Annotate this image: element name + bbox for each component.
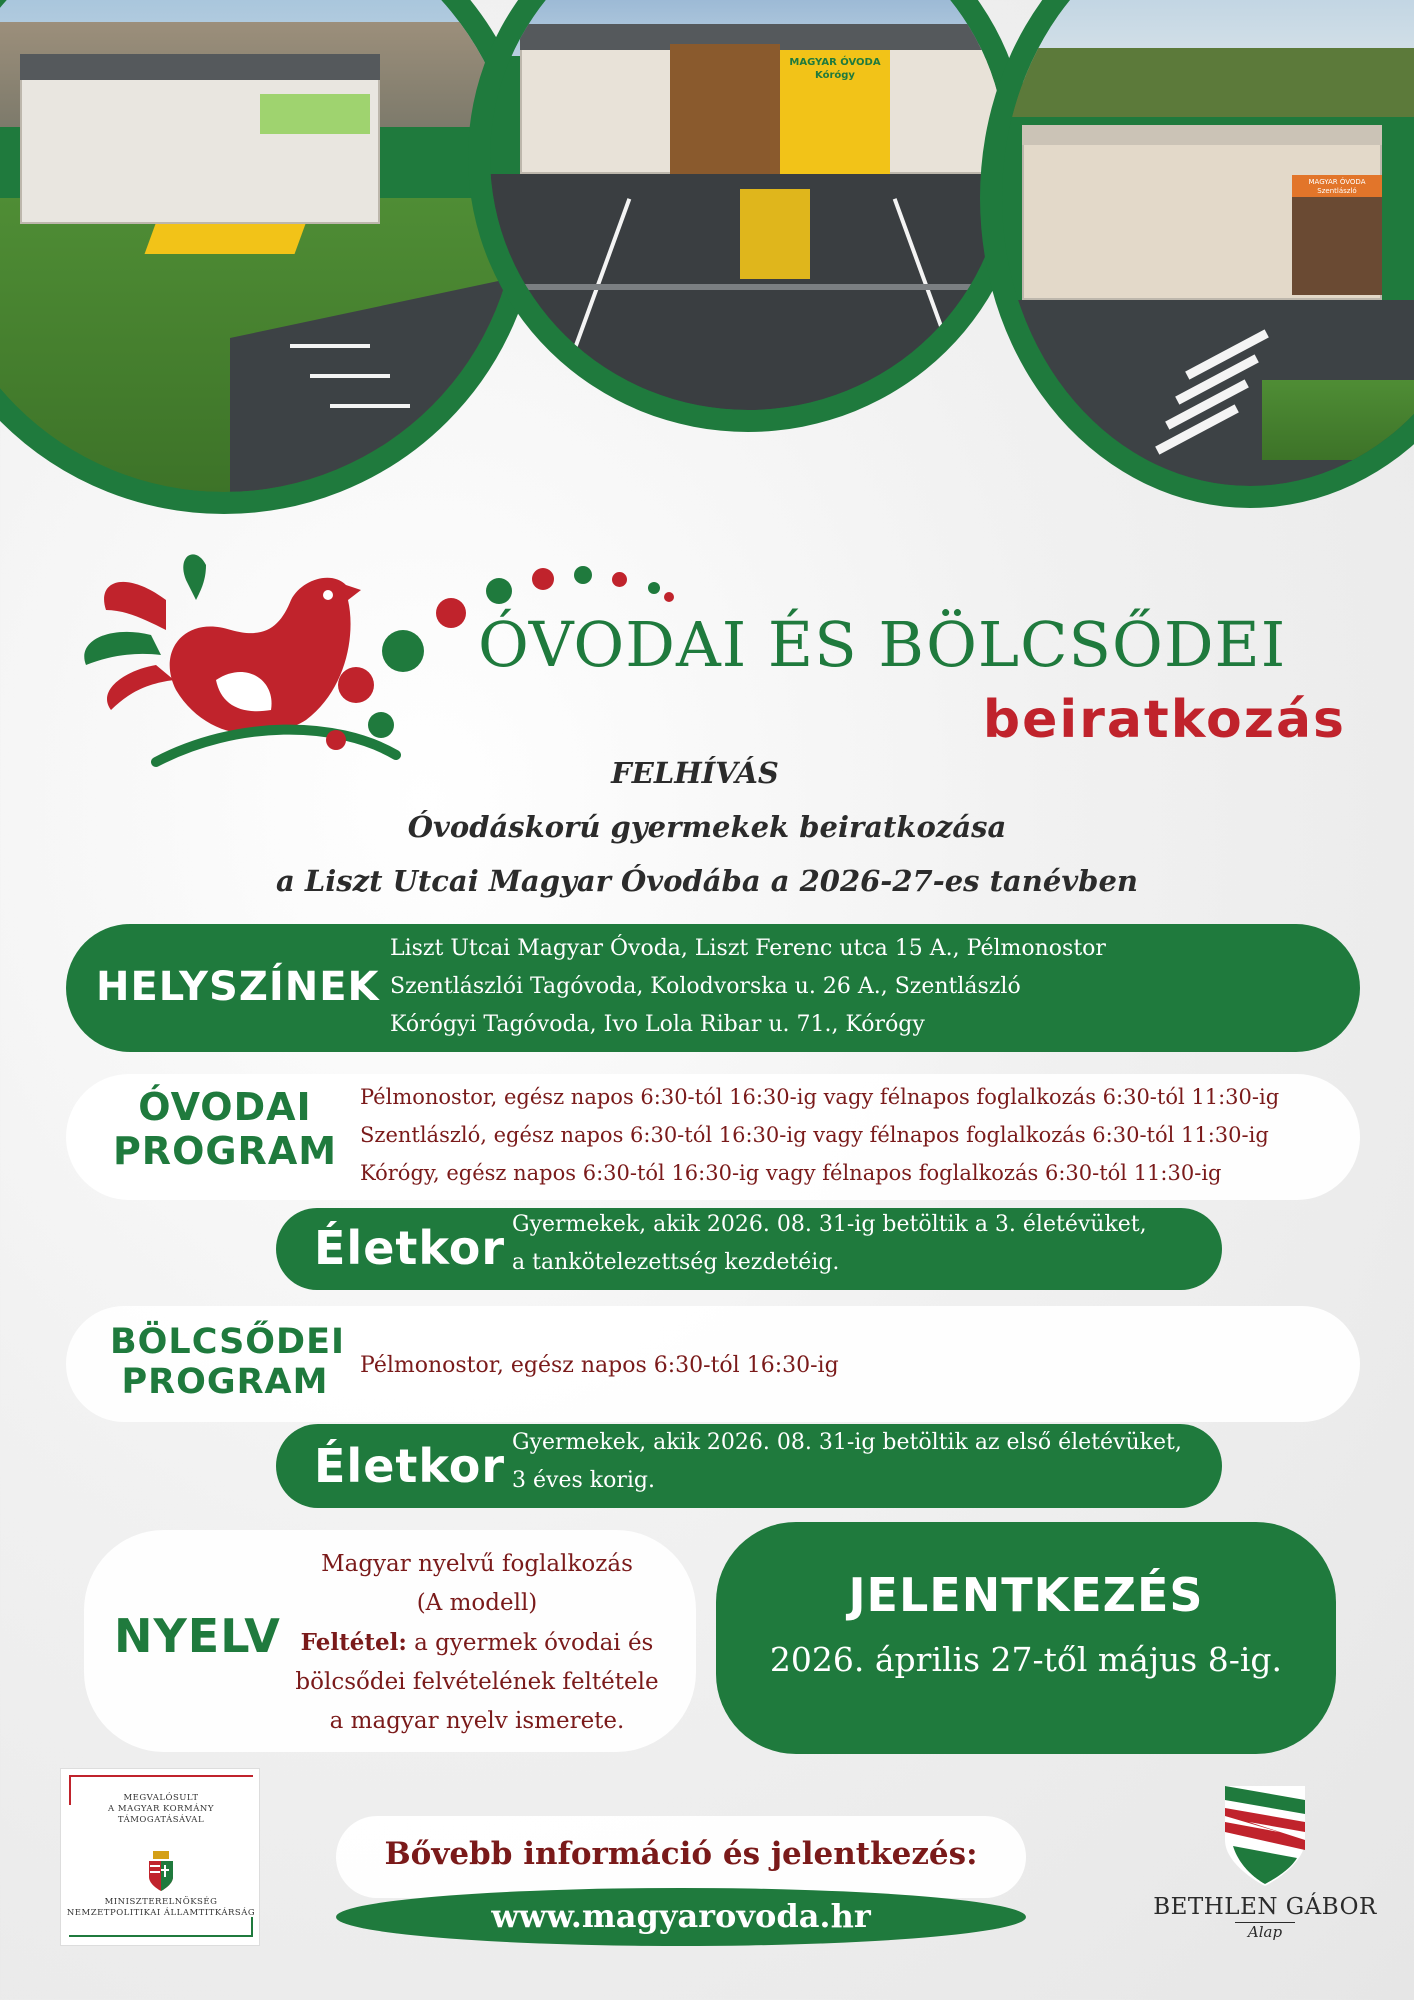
decor-dot: [436, 598, 466, 628]
age-line: a tankötelezettség kezdetéig.: [512, 1250, 840, 1275]
entrance-sign-line1: MAGYAR ÓVODA: [789, 57, 881, 68]
language-label: NYELV: [114, 1609, 281, 1663]
bethlen-gabor-logo: [1150, 1780, 1380, 1941]
bethlen-name: BETHLEN GÁBOR: [1153, 1894, 1377, 1920]
language-text: [262, 1545, 692, 1741]
location-item: Szentlászlói Tagóvoda, Kolodvorska u. 26 A., Szentlászló: [390, 974, 1021, 999]
kindergarten-building-aerial-photo: [0, 0, 540, 514]
entrance-sign-line2: Kórógy: [815, 70, 855, 81]
locations-label: HELYSZÍNEK: [96, 964, 380, 1010]
decor-dot: [382, 630, 424, 672]
government-support-logo: [60, 1768, 260, 1946]
age-label: Életkor: [314, 1439, 506, 1493]
call-line-2: a Liszt Utcai Magyar Óvodába a 2026-27-es tanévben: [276, 864, 1138, 898]
sponsor-text-line: A MAGYAR KORMÁNY: [108, 1804, 214, 1814]
call-heading: FELHÍVÁS: [611, 756, 779, 790]
sponsor-text-line: MINISZTERELNÖKSÉG: [104, 1897, 218, 1907]
decor-dot: [648, 582, 660, 594]
program-item: Pélmonostor, egész napos 6:30-tól 16:30-ig vagy félnapos foglalkozás 6:30-tól 11:30-ig: [360, 1085, 1280, 1109]
application-date: 2026. április 27-től május 8-ig.: [769, 1640, 1283, 1679]
sponsor-text-line: NEMZETPOLITIKAI ÁLLAMTITKÁRSÁG: [66, 1908, 256, 1918]
program-item: Szentlászló, egész napos 6:30-tól 16:30-ig vagy félnapos foglalkozás 6:30-tól 11:30-ig: [360, 1123, 1269, 1147]
nursery-program-label-line1: BÖLCSŐDEI: [110, 1322, 346, 1362]
kindergarten-program-label: [110, 1086, 340, 1173]
age-line: Gyermekek, akik 2026. 08. 31-ig betöltik az első életévüket,: [512, 1430, 1182, 1455]
nursery-program-label-line2: PROGRAM: [121, 1362, 329, 1403]
language-line: (A modell): [416, 1590, 538, 1616]
condition-text: a gyermek óvodai és: [406, 1630, 654, 1656]
language-line: a magyar nyelv ismerete.: [329, 1708, 625, 1734]
sponsor-text-line: MEGVALÓSULT: [123, 1793, 199, 1803]
age-line: Gyermekek, akik 2026. 08. 31-ig betöltik a 3. életévüket,: [512, 1212, 1147, 1237]
location-item: Liszt Utcai Magyar Óvoda, Liszt Ferenc utca 15 A., Pélmonostor: [390, 936, 1106, 961]
nursery-program-text: Pélmonostor, egész napos 6:30-tól 16:30-ig: [360, 1353, 839, 1378]
language-line: Magyar nyelvű foglalkozás: [321, 1551, 633, 1577]
kindergarten-program-label-line2: PROGRAM: [112, 1128, 338, 1173]
application-title: JELENTKEZÉS: [848, 1568, 1204, 1622]
decor-dot: [664, 592, 674, 602]
subtitle: beiratkozás: [982, 690, 1346, 750]
side-sign-line2: Szentlászló: [1317, 187, 1357, 195]
kindergarten-program-label-line1: ÓVODAI: [138, 1085, 312, 1129]
application-box: [716, 1522, 1336, 1754]
program-item: Kórógy, egész napos 6:30-tól 16:30-ig vagy félnapos foglalkozás 6:30-tól 11:30-ig: [360, 1161, 1222, 1185]
sponsor-text-line: TÁMOGATÁSÁVAL: [117, 1815, 205, 1825]
language-condition: [262, 1623, 692, 1663]
side-sign-line1: MAGYAR ÓVODA: [1308, 178, 1366, 186]
decor-dot: [612, 572, 627, 587]
hungarian-coat-of-arms-icon: [147, 1851, 175, 1891]
kindergarten-building-side-photo: [980, 0, 1414, 508]
kindergarten-entrance-photo: [468, 0, 1028, 432]
age-text-nursery: [512, 1424, 1182, 1500]
bethlen-shield-icon: [1219, 1780, 1311, 1890]
info-text: Bővebb információ és jelentkezés:: [384, 1836, 978, 1872]
location-item: Kórógyi Tagóvoda, Ivo Lola Ribar u. 71., Kórógy: [390, 1012, 925, 1037]
age-text-kindergarten: [512, 1206, 1147, 1282]
bethlen-sub: Alap: [1235, 1922, 1295, 1941]
decor-dot: [574, 566, 592, 584]
condition-label: Feltétel:: [300, 1629, 407, 1656]
decor-dot: [486, 578, 512, 604]
age-line: 3 éves korig.: [512, 1468, 655, 1493]
nursery-program-label: [110, 1322, 346, 1403]
main-title: ÓVODAI ÉS BÖLCSŐDEI: [478, 608, 1287, 681]
kindergarten-program-list: [360, 1078, 1279, 1192]
decor-dot: [532, 568, 554, 590]
call-line-1: Óvodáskorú gyermekek beiratkozása: [407, 810, 1007, 844]
age-label: Életkor: [314, 1221, 506, 1275]
locations-list: [390, 930, 1106, 1044]
website-link[interactable]: www.magyarovoda.hr: [491, 1897, 871, 1935]
language-line: bölcsődei felvételének feltétele: [295, 1669, 659, 1695]
